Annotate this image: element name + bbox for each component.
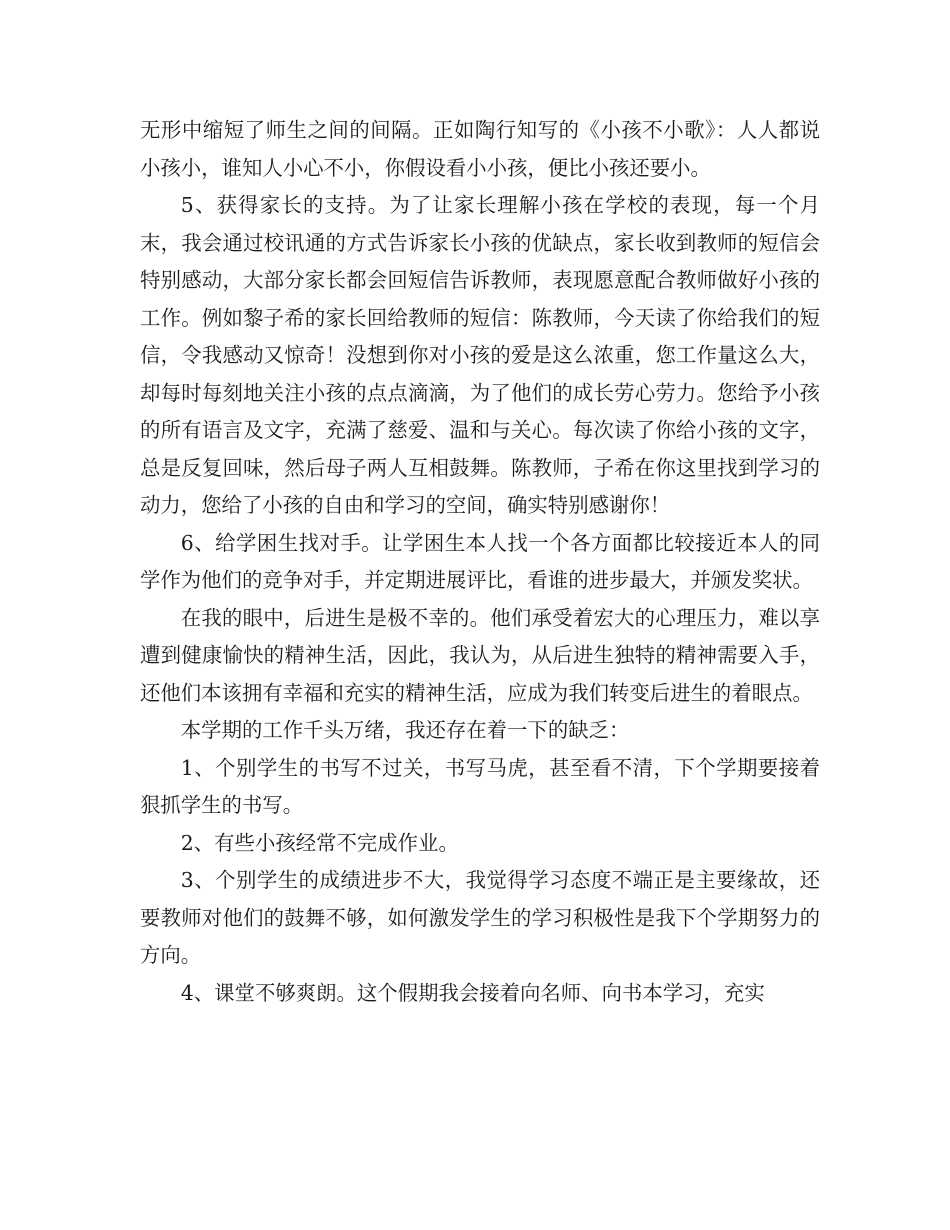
paragraph-4: 在我的眼中，后进生是极不幸的。他们承受着宏大的心理压力，难以享遭到健康愉快的精神生活，因此，我认为，从后进生独特的精神需要入手，还他们本该拥有幸福和充实的精神生活，应成为我们转变后进生的着眼点。	[140, 605, 820, 705]
paragraph-2: 5、获得家长的支持。为了让家长理解小孩在学校的表现，每一个月末，我会通过校讯通的方式告诉家长小孩的优缺点，家长收到教师的短信会特别感动，大部分家长都会回短信告诉教师，表现愿意配合教师做好小孩的工作。例如黎子希的家长回给教师的短信：陈教师，今天读了你给我们的短信，令我感动又惊奇！没想到你对小孩的爱是这么浓重，您工作量这么大，却每时每刻地关注小孩的点点滴滴，为了他们的成长劳心劳力。您给予小孩的所有语言及文字，充满了慈爱、温和与关心。每次读了你给小孩的文字，总是反复回味，然后母子两人互相鼓舞。陈教师，子希在你这里找到学习的动力，您给了小孩的自由和学习的空间，确实特别感谢你！	[140, 193, 820, 517]
paragraph-9: 4、课堂不够爽朗。这个假期我会接着向名师、向书本学习，充实	[180, 980, 765, 1005]
paragraph-8: 3、个别学生的成绩进步不大，我觉得学习态度不端正是主要缘故，还要教师对他们的鼓舞不够，如何激发学生的学习积极性是我下个学期努力的方向。	[140, 868, 820, 967]
paragraph-3: 6、给学困生找对手。让学困生本人找一个各方面都比较接近本人的同学作为他们的竞争对手，并定期进展评比，看谁的进步最大，并颁发奖状。	[140, 530, 820, 592]
document-body	[140, 112, 820, 1012]
paragraph-1: 无形中缩短了师生之间的间隔。正如陶行知写的《小孩不小歌》：人人都说小孩小，谁知人小心不小，你假设看小小孩，便比小孩还要小。	[140, 118, 820, 180]
paragraph-5: 本学期的工作千头万绪，我还存在着一下的缺乏：	[180, 718, 630, 742]
paragraph-7: 2、有些小孩经常不完成作业。	[180, 830, 459, 855]
paragraph-6: 1、个别学生的书写不过关，书写马虎，甚至看不清，下个学期要接着狠抓学生的书写。	[140, 755, 820, 817]
